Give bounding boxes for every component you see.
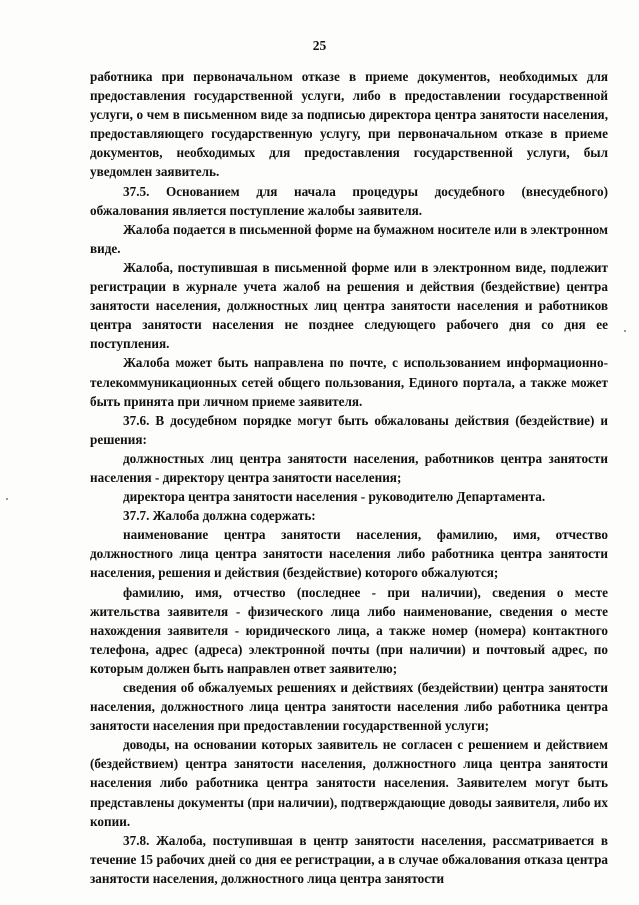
paragraph-center-name: наименование центра занятости населения, фамилию, имя, отчество должностного лица центра занятости населения либо работника центра занятости населения, решения и действия (бездействие) которого обжалуются; (90, 527, 608, 581)
paragraph-director-appeal: директора центра занятости населения - руководителю Департамента. (123, 489, 546, 505)
paragraph-37-8: 37.8. Жалоба, поступившая в центр занятости населения, рассматривается в течение 15 рабочих дней со дня ее регистрации, а в случае обжалования отказа центра занятости населения, должностного лица центра занятости (90, 832, 608, 886)
paragraph-complaint-delivery: Жалоба может быть направлена по почте, с использованием информационно-телекоммуникационных сетей общего пользования, Единого портала, а также может быть принята при личном приеме заявителя. (90, 355, 608, 409)
paragraph-arguments: доводы, на основании которых заявитель не согласен с решением и действием (бездействием) центра занятости населения, должностного лица центра занятости населения либо работника центра занятости населения. Заявителем могут быть представлены документы (при наличии), подтверждающие доводы заявителя, либо их копии. (90, 737, 608, 829)
paragraph-appealed-decisions: сведения об обжалуемых решениях и действиях (бездействии) центра занятости населения, должностного лица центра занятости населения либо работника центра занятости населения при предоставлении государственной услуги; (90, 680, 608, 734)
page-number: 25 (312, 38, 327, 53)
scan-speck (624, 330, 626, 332)
paragraph-officials-appeal: должностных лиц центра занятости населения, работников центра занятости населения - директору центра занятости населения; (90, 450, 608, 485)
paragraph-37-5: 37.5. Основанием для начала процедуры досудебного (внесудебного) обжалования является поступление жалобы заявителя. (90, 183, 608, 218)
paragraph-complaint-registration: Жалоба, поступившая в письменной форме или в электронном виде, подлежит регистрации в журнале учета жалоб на решения и действия (бездействие) центра занятости населения, должностных лиц центра занятости населения и работников центра занятости населения не позднее следующего рабочего дня со дня ее поступления. (90, 259, 608, 352)
paragraph-complaint-form: Жалоба подается в письменной форме на бумажном носителе или в электронном виде. (90, 221, 608, 256)
paragraph-continuation: работника при первоначальном отказе в приеме документов, необходимых для предоставления государственной услуги, либо в предоставлении государственной услуги, о чем в письменном виде за подписью директора центра занятости населения, предоставляющего государственную услугу, при первоначальном отказе в приеме документов, необходимых для предоставления государственной услуги, был уведомлен заявитель. (90, 69, 608, 180)
paragraph-37-7: 37.7. Жалоба должна содержать: (123, 508, 316, 524)
paragraph-applicant-details: фамилию, имя, отчество (последнее - при наличии), сведения о месте жительства заявителя - физического лица либо наименование, сведения о месте нахождения заявителя - юридического лица, а также номер (номера) контактного телефона, адрес (адреса) электронной почты (при наличии) и почтовый адрес, по которым должен быть направлен ответ заявителю; (90, 584, 608, 676)
document-body (90, 67, 608, 888)
scan-speck (6, 498, 8, 500)
paragraph-37-6: 37.6. В досудебном порядке могут быть обжалованы действия (бездействие) и решения: (90, 412, 608, 447)
